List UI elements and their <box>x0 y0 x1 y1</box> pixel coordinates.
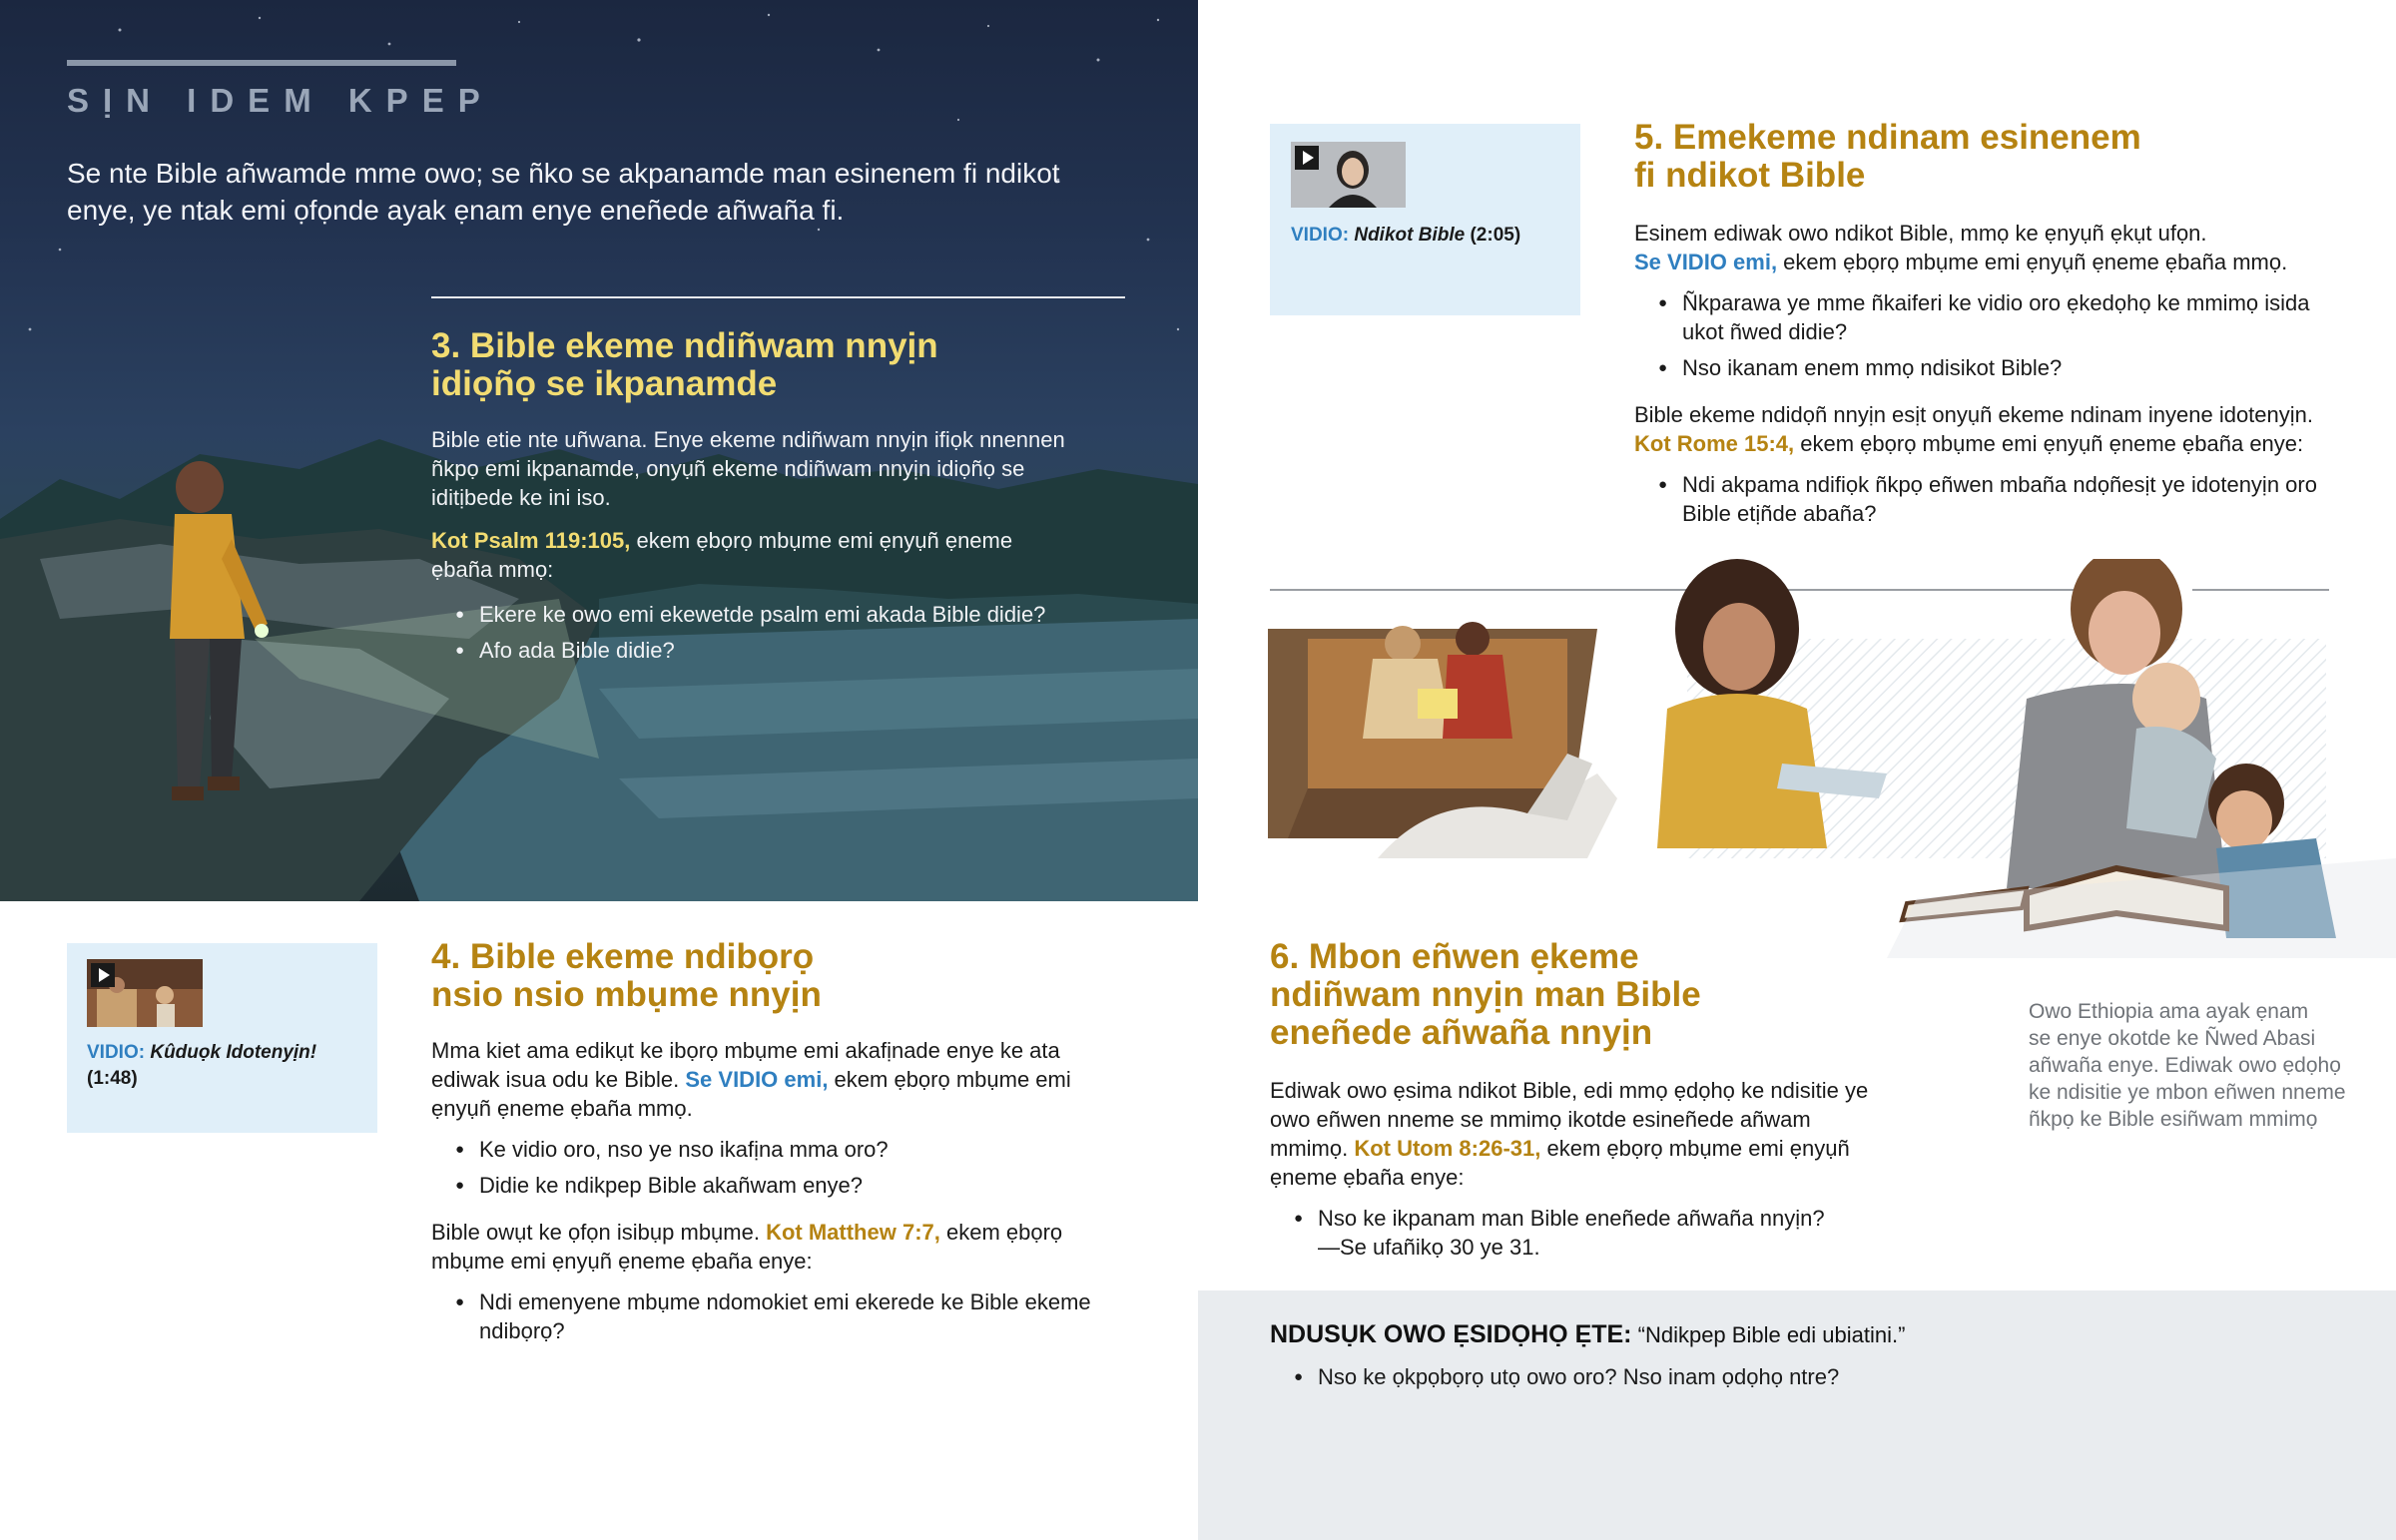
point4-question-1: ● Ke vidio oro, nso ye nso ikafịna mma oro? <box>479 1135 1130 1164</box>
point6-title-line2: ndiñwam nnyịn man Bible <box>1270 975 1701 1014</box>
point3-block <box>431 327 1130 672</box>
point5-video-link[interactable]: Se VIDIO emi, <box>1634 250 1778 274</box>
play-icon[interactable] <box>91 963 115 987</box>
point6-question-1-text: Nso ke ikpanam man Bible eneñede añwaña nnyịn? <box>1318 1206 1825 1231</box>
point5-para2-text: Bible ekeme ndidọñ nnyịn esịt onyụñ ekeme ndinam inyene idotenyịn. <box>1634 402 2313 427</box>
point3-scripture-ref[interactable]: Kot Psalm 119:105, <box>431 528 631 553</box>
point6-questions <box>1270 1204 1909 1262</box>
point6-question-1 <box>1318 1204 1909 1262</box>
point5-block <box>1634 119 2353 535</box>
point4-questions-1 <box>431 1135 1130 1200</box>
objection-questions <box>1270 1362 2216 1398</box>
point4-question-2: ● Didie ke ndikpep Bible akañwam enye? <box>479 1171 1130 1200</box>
point5-paragraph-2 <box>1634 400 2353 458</box>
point4-video-title[interactable]: Kûduọk Idotenyịn! <box>150 1042 317 1063</box>
objection-heading-line <box>1270 1318 1905 1351</box>
night-scene-panel <box>0 0 1198 901</box>
point4-para1-text: Mma kiet ama edikụt ke ibọrọ mbụme emi akafịnade enye ke ata ediwak isua odu ke Bible. <box>431 1038 1060 1092</box>
point5-video-duration: (2:05) <box>1470 225 1521 246</box>
point4-title-line1: 4. Bible ekeme ndibọrọ <box>431 937 815 976</box>
point4-questions-2 <box>431 1287 1098 1345</box>
point5-para1-rest: ekem ẹbọrọ mbụme emi ẹnyụñ ẹneme ẹbaña mmọ. <box>1777 250 2288 274</box>
point5-questions-1 <box>1634 288 2321 382</box>
play-icon[interactable] <box>1295 146 1319 170</box>
point4-title-line2: nsio nsio mbụme nnyịn <box>431 975 822 1014</box>
point5-title <box>1634 119 2353 195</box>
point3-title-line2: idiọñọ se ikpanamde <box>431 364 778 403</box>
caption-line-3: añwaña enye. Ediwak owo ẹdọhọ <box>2029 1054 2341 1077</box>
ethiopian-chariot-scene <box>1268 622 1617 858</box>
video-keyword: VIDIO: <box>1291 225 1350 246</box>
point4-question-3: ● Ndi emenyene mbụme ndomokiet emi ekerede ke Bible ekeme ndibọrọ? <box>479 1287 1098 1345</box>
caption-line-4: ke ndisitie ye mbon eñwen nneme <box>2029 1081 2346 1104</box>
point3-divider <box>431 296 1125 298</box>
point5-video-card[interactable] <box>1270 124 1580 315</box>
mother-holding-baby <box>2007 559 2226 888</box>
point5-para2-rest: ekem ẹbọrọ mbụme emi ẹnyụñ ẹneme ẹbaña enye: <box>1794 431 2304 456</box>
point5-para1-text: Esinem ediwak owo ndikot Bible, mmọ ke ẹnyụñ ẹkụt ufọn. <box>1634 221 2207 246</box>
point4-video-link[interactable]: Se VIDIO emi, <box>685 1067 829 1092</box>
point4-block <box>431 938 1130 1352</box>
objection-quote: “Ndikpep Bible edi ubiatini.” <box>1631 1322 1906 1347</box>
point3-question-1: ● Ekere ke owo emi ekewetde psalm emi akada Bible didie? <box>479 600 1130 629</box>
point5-question-2: ● Nso ikanam enem mmọ ndisikot Bible? <box>1682 353 2321 382</box>
point4-video-duration: (1:48) <box>87 1068 138 1089</box>
point5-video-thumbnail[interactable] <box>1291 142 1406 208</box>
point4-video-card[interactable] <box>67 943 377 1133</box>
point6-para1-text: Ediwak owo ẹsima ndikot Bible, edi mmọ ẹdọhọ ke ndisitie ye owo eñwen nneme se mmimọ ikotde esineñede añwam mmimọ. <box>1270 1078 1869 1161</box>
point6-title <box>1270 938 1909 1052</box>
bible-study-illustration <box>1268 559 2396 958</box>
section-title: SỊN IDEM KPEP <box>67 82 494 119</box>
point4-para2-rest: ekem ẹbọrọ mbụme emi ẹnyụñ ẹneme ẹbaña enye: <box>431 1220 1063 1274</box>
point3-question-2: ● Afo ada Bible didie? <box>479 636 1130 665</box>
point5-paragraph-1 <box>1634 219 2333 276</box>
point6-page-ref[interactable]: —Se ufañikọ 30 ye 31. <box>1318 1235 1540 1260</box>
point4-video-label <box>87 1040 366 1092</box>
point5-title-line1: 5. Emekeme ndinam esinenem <box>1634 118 2141 157</box>
point4-paragraph-2 <box>431 1218 1110 1276</box>
point6-scripture-ref[interactable]: Kot Utom 8:26-31, <box>1354 1136 1541 1161</box>
point4-para2-text: Bible owụt ke ọfọn isibụp mbụme. <box>431 1220 767 1245</box>
point6-para1-rest: ekem ẹbọrọ mbụme emi ẹnyụñ ẹneme ẹbaña enye: <box>1270 1136 1850 1190</box>
section-top-rule <box>67 60 456 66</box>
point3-title <box>431 327 1130 403</box>
illustration-caption <box>2029 998 2358 1133</box>
point4-scripture-ref[interactable]: Kot Matthew 7:7, <box>766 1220 940 1245</box>
point5-question-3: ● Ndi akpama ndifiọk ñkpọ eñwen mbaña ndọñesịt ye idotenyịn oro Bible etịñde abaña? <box>1682 470 2361 528</box>
point6-title-line3: eneñede añwaña nnyịn <box>1270 1013 1653 1052</box>
point3-questions <box>431 600 1130 665</box>
point3-instruction <box>431 526 1050 584</box>
caption-line-1: Owo Ethiopia ama ayak ẹnam <box>2029 1000 2309 1023</box>
point5-title-line2: fi ndikot Bible <box>1634 156 1866 195</box>
section-intro: Se nte Bible añwamde mme owo; se ñko se akpanamde man esinenem fi ndikot enye, ye ntak emi ọfọnde ayak ẹnam enye eneñede añwaña fi. <box>67 158 1060 226</box>
point6-paragraph-1 <box>1270 1076 1879 1192</box>
caption-line-2: se enye okotde ke Ñwed Abasi <box>2029 1027 2316 1050</box>
common-objection-box <box>1198 1290 2396 1540</box>
point4-para1-rest: ekem ẹbọrọ mbụme emi ẹnyụñ ẹneme ẹbaña mmọ. <box>431 1067 1071 1121</box>
point3-paragraph: Bible etie nte uñwana. Enye ekeme ndiñwam nnyịn ifiọk nnennen ñkpọ emi ikpanamde, onyụñ ekeme ndiñwam nnyịn idiọñọ se iditịbede ke ini iso. <box>431 427 1065 510</box>
caption-line-5: ñkpọ ke Bible esiñwam mmimọ <box>2029 1108 2318 1131</box>
objection-question-1: ● Nso ke ọkpọbọrọ utọ owo oro? Nso inam ọdọhọ ntre? <box>1318 1362 2216 1391</box>
objection-heading: NDUSỤK OWO ẸSIDỌHỌ ẸTE: <box>1270 1320 1632 1348</box>
video-keyword: VIDIO: <box>87 1042 146 1063</box>
point4-title <box>431 938 1130 1014</box>
point5-questions-2 <box>1634 470 2361 528</box>
point5-video-label <box>1291 223 1570 249</box>
point6-title-line1: 6. Mbon eñwen ẹkeme <box>1270 937 1639 976</box>
point4-video-thumbnail[interactable] <box>87 959 203 1027</box>
point5-question-1: ● Ñkparawa ye mme ñkaiferi ke vidio oro ẹkedọhọ ke mmimọ isida ukot ñwed didie? <box>1682 288 2321 346</box>
point3-title-line1: 3. Bible ekeme ndiñwam nnyịn <box>431 326 938 365</box>
point5-scripture-ref[interactable]: Kot Rome 15:4, <box>1634 431 1795 456</box>
point6-block <box>1270 938 1909 1269</box>
point5-video-title[interactable]: Ndikot Bible <box>1354 225 1466 246</box>
point4-paragraph-1 <box>431 1036 1090 1123</box>
point3-instruction-text: ekem ẹbọrọ mbụme emi ẹnyụñ ẹneme ẹbaña mmọ: <box>431 528 1013 582</box>
